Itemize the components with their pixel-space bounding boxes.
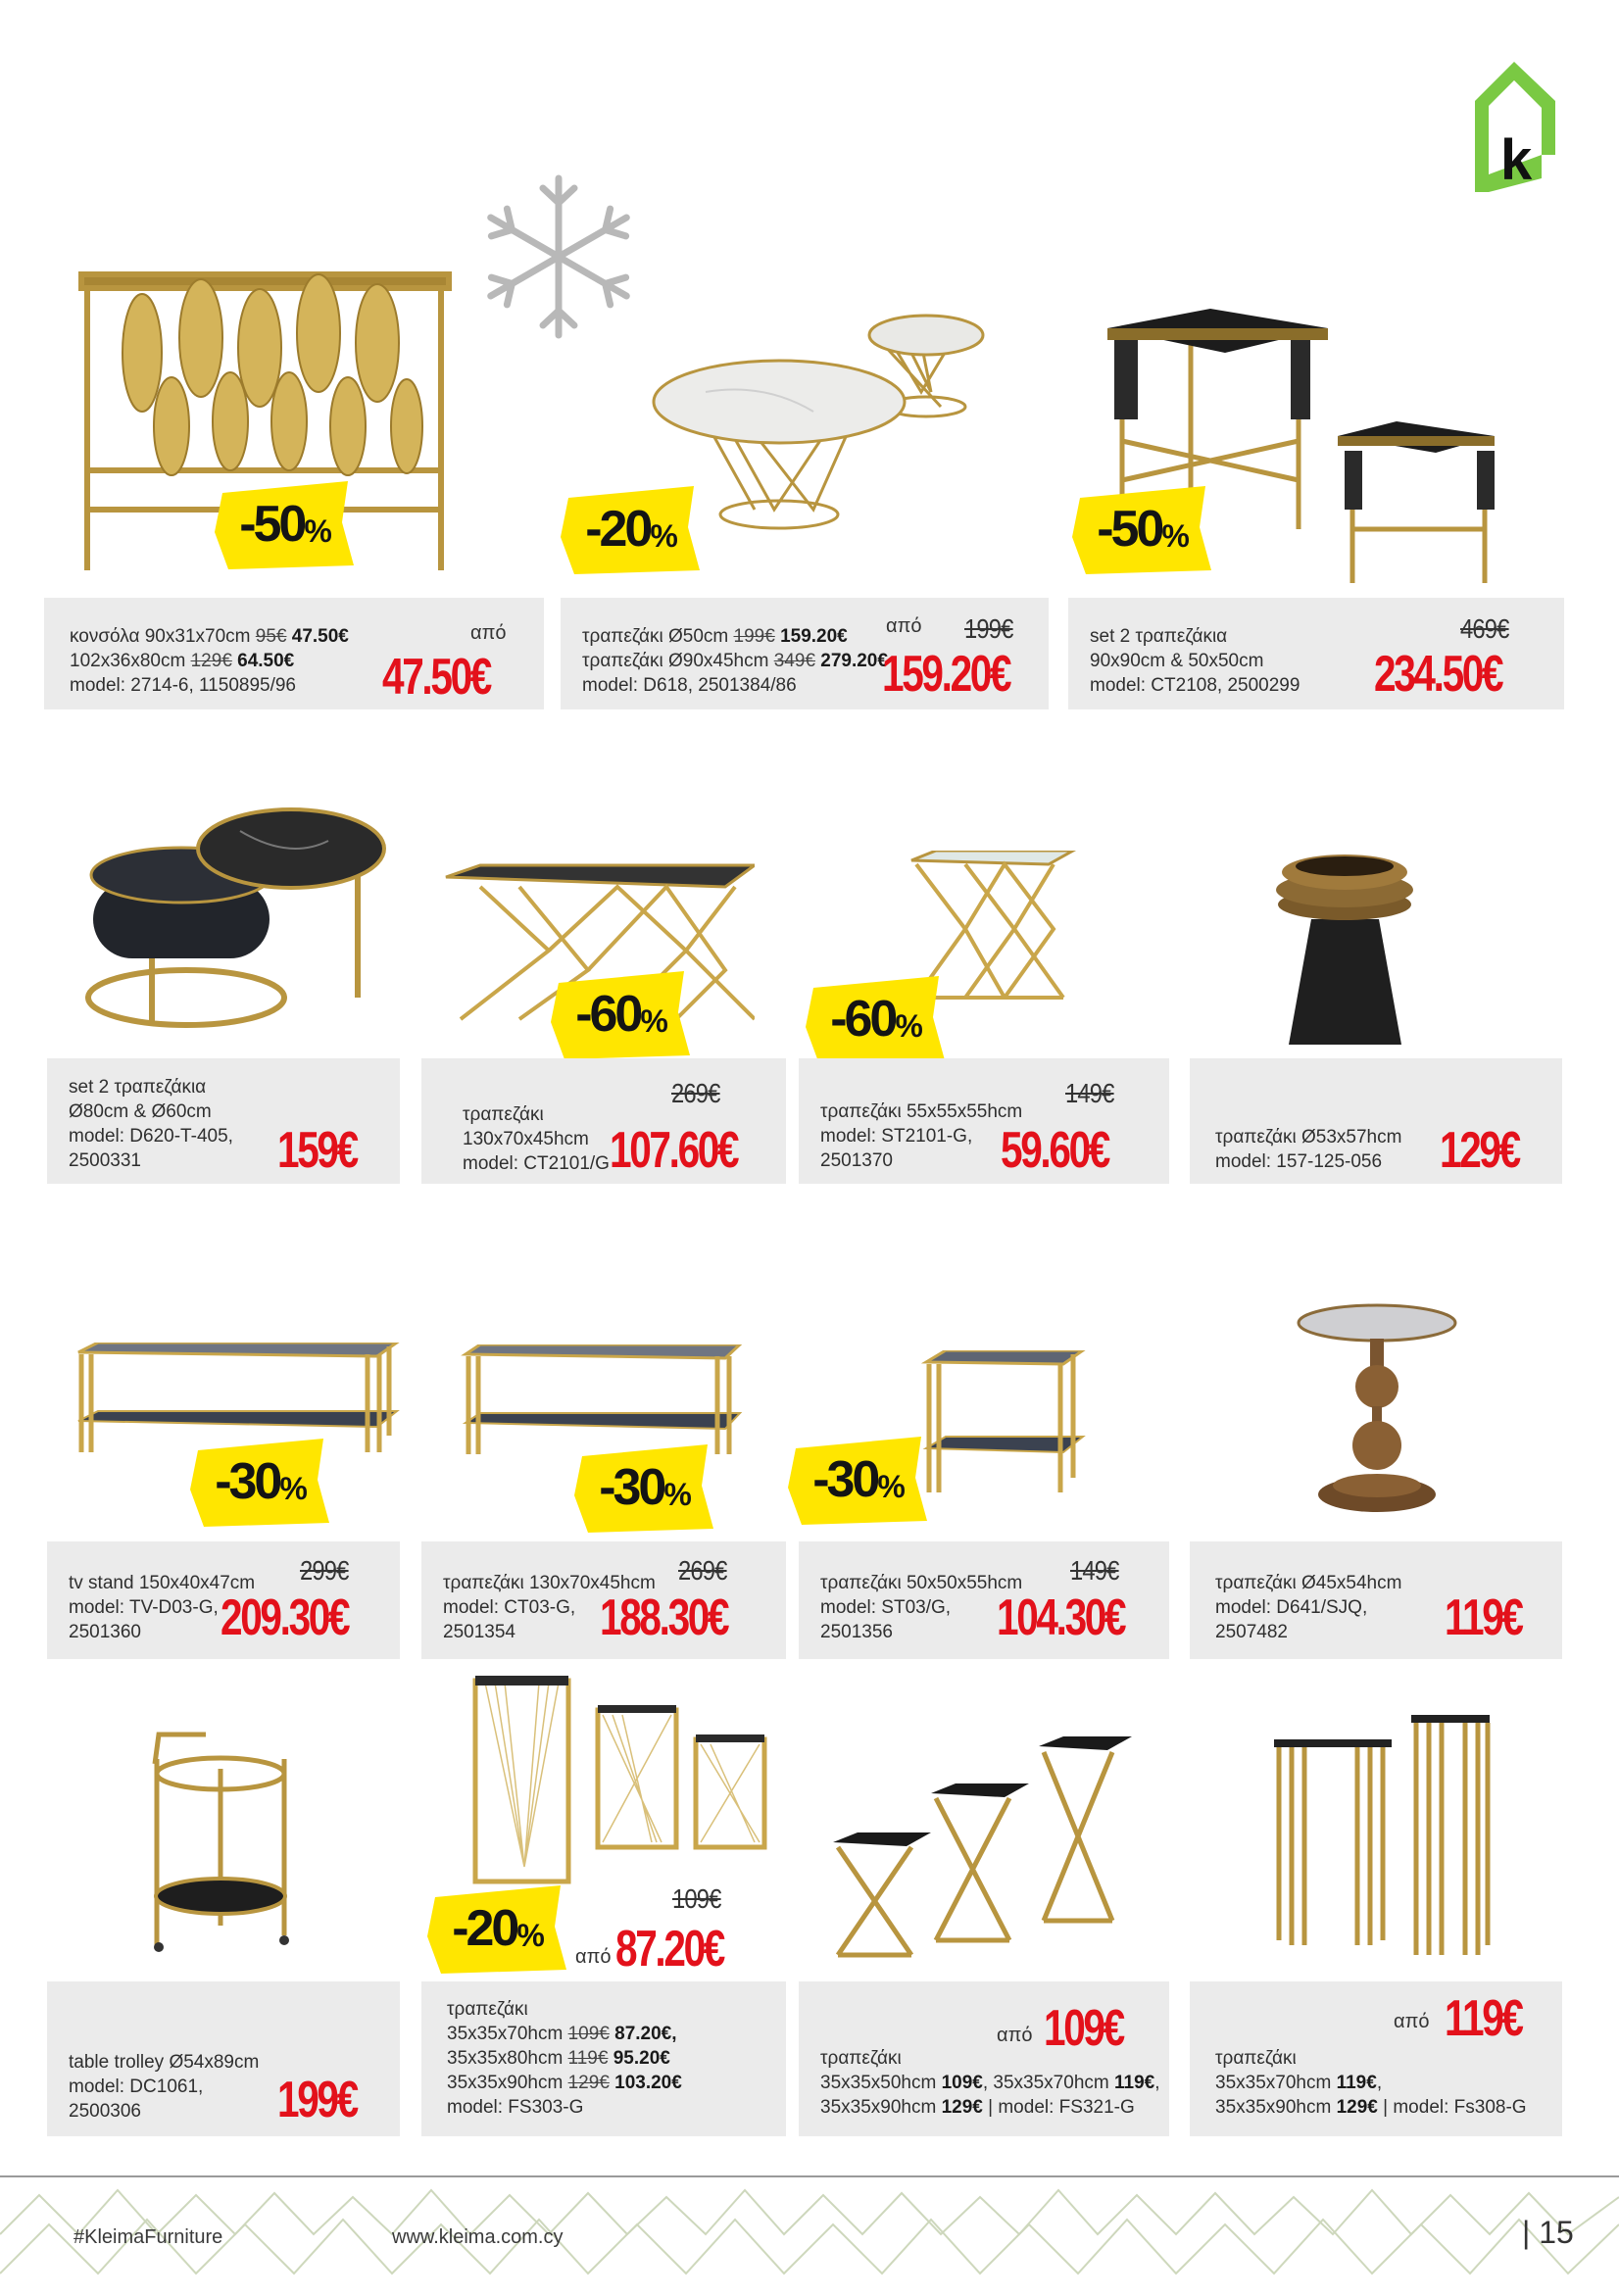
discount-value: -30: [812, 1451, 878, 1508]
product-description: τραπεζάκι Ø53x57hcm model: 157-125-056: [1215, 1127, 1402, 1172]
product-price: 234.50€: [1374, 646, 1502, 703]
product-card[interactable]: [421, 1541, 786, 1659]
product-price: 209.30€: [221, 1589, 349, 1646]
product-price: 199€: [277, 2072, 357, 2128]
product-price: 104.30€: [997, 1589, 1125, 1646]
product-price: 119€: [1445, 1990, 1522, 2047]
old-price: 269€: [671, 1078, 720, 1108]
discount-badge: [802, 970, 949, 1068]
discount-badge: [547, 965, 694, 1063]
product-card[interactable]: [799, 1058, 1169, 1184]
product-price: 119€: [1445, 1589, 1522, 1646]
product-description: τραπεζάκι Ø50cm 199€ 159.20€ τραπεζάκι Ø90x45hcm 349€ 279.20€ model: D618, 2501384/86: [582, 626, 888, 696]
bronze-pedestal-table-image: [1294, 1303, 1460, 1524]
footer-divider: [0, 2175, 1619, 2177]
old-price: 199€: [964, 613, 1013, 644]
percent-sign: %: [304, 513, 329, 549]
brand-logo: [1465, 57, 1563, 202]
product-description: set 2 τραπεζάκια 90x90cm & 50x50cm model: CT2108, 2500299: [1090, 626, 1300, 696]
product-description: set 2 τραπεζάκια Ø80cm & Ø60cm model: D620-T-405, 2500331: [69, 1077, 233, 1171]
footer: [0, 2175, 1619, 2291]
percent-sign: %: [1161, 517, 1187, 554]
discount-badge: [211, 475, 358, 573]
discount-value: -50: [1097, 501, 1162, 558]
old-price: 269€: [678, 1555, 727, 1586]
plant-stands-image: [466, 1671, 779, 1891]
old-price: 109€: [672, 1883, 721, 1914]
product-card[interactable]: [47, 1541, 400, 1659]
product-price: 59.60€: [1001, 1122, 1109, 1179]
percent-sign: %: [650, 517, 675, 554]
snowflake-decoration: [485, 167, 632, 353]
product-description: τραπεζάκι 35x35x50hcm 109€, 35x35x70hcm 119€, 35x35x90hcm 129€ | model: FS321-G: [820, 2048, 1160, 2118]
discount-badge: [557, 480, 704, 578]
old-price: 149€: [1065, 1078, 1114, 1108]
product-card[interactable]: [47, 1981, 400, 2136]
discount-value: -60: [575, 986, 641, 1043]
from-label: από: [886, 615, 922, 637]
product-description: τραπεζάκι 50x50x55hcm model: ST03/G, 2501356: [820, 1573, 1023, 1642]
from-label: από: [575, 1946, 612, 1968]
product-description: τραπεζάκι 35x35x70hcm 109€ 87.20€, 35x35x80hcm 119€ 95.20€ 35x35x90hcm 129€ 103.20€ model: FS303-G: [447, 1999, 682, 2118]
discount-badge: [784, 1431, 931, 1529]
pine-garland-decoration: [0, 2175, 1619, 2291]
product-price: 107.60€: [610, 1122, 738, 1179]
logo-letter: k: [1500, 128, 1533, 192]
from-label: από: [997, 2025, 1033, 2046]
from-label: από: [470, 622, 507, 644]
product-card[interactable]: [561, 598, 1049, 709]
table-trolley-image: [147, 1730, 294, 1960]
percent-sign: %: [640, 1002, 665, 1039]
product-description: tv stand 150x40x47cm model: TV-D03-G, 2501360: [69, 1573, 256, 1642]
percent-sign: %: [516, 1917, 542, 1953]
percent-sign: %: [877, 1468, 903, 1504]
product-description: τραπεζάκι 55x55x55hcm model: ST2101-G, 2501370: [820, 1101, 1023, 1171]
x-plant-stands-image: [833, 1734, 1137, 1970]
product-card[interactable]: [44, 598, 544, 709]
percent-sign: %: [895, 1007, 920, 1044]
discount-badge: [423, 1880, 570, 1978]
product-description: τραπεζάκι Ø45x54hcm model: D641/SJQ, 2507482: [1215, 1573, 1402, 1642]
product-description: τραπεζάκι 130x70x45hcm model: CT03-G, 2501354: [443, 1573, 656, 1642]
discount-value: -30: [599, 1459, 664, 1516]
product-card[interactable]: [799, 1541, 1169, 1659]
product-price: 87.20€: [615, 1921, 724, 1978]
pedestal-side-table-image: [1274, 851, 1416, 1051]
from-label: από: [1394, 2011, 1430, 2032]
product-card[interactable]: [421, 1981, 786, 2136]
product-card[interactable]: [799, 1981, 1169, 2136]
product-price: 159.20€: [882, 646, 1010, 703]
product-description: τραπεζάκι 130x70x45hcm model: CT2101/G: [463, 1104, 610, 1174]
product-price: 159€: [277, 1122, 357, 1179]
product-card[interactable]: [1190, 1981, 1562, 2136]
old-price: 149€: [1070, 1555, 1119, 1586]
page-number: | 15: [1522, 2215, 1574, 2250]
product-description: τραπεζάκι 35x35x70hcm 119€, 35x35x90hcm 129€ | model: Fs308-G: [1215, 2048, 1527, 2118]
percent-sign: %: [663, 1476, 689, 1512]
product-price: 109€: [1044, 2000, 1123, 2057]
product-description: table trolley Ø54x89cm model: DC1061, 2500306: [69, 2052, 260, 2122]
product-card[interactable]: [1190, 1541, 1562, 1659]
old-price: 299€: [300, 1555, 349, 1586]
discount-badge: [570, 1439, 717, 1537]
nesting-tables-image: [83, 802, 387, 1042]
product-description: κονσόλα 90x31x70cm 95€ 47.50€ 102x36x80cm 129€ 64.50€ model: 2714-6, 1150895/96: [70, 626, 349, 696]
product-card[interactable]: [421, 1058, 786, 1184]
discount-value: -30: [215, 1453, 280, 1510]
discount-value: -20: [585, 501, 651, 558]
product-card[interactable]: [1068, 598, 1564, 709]
discount-value: -20: [452, 1900, 517, 1957]
gold-plant-stands-image: [1264, 1710, 1499, 1960]
discount-value: -50: [239, 496, 305, 553]
product-price: 188.30€: [600, 1589, 728, 1646]
footer-website-link[interactable]: www.kleima.com.cy: [392, 2226, 564, 2248]
product-price: 47.50€: [382, 649, 491, 706]
old-price: 469€: [1460, 613, 1509, 644]
discount-value: -60: [830, 991, 896, 1048]
product-card[interactable]: [47, 1058, 400, 1184]
product-price: 129€: [1440, 1122, 1519, 1179]
discount-badge: [1068, 480, 1215, 578]
footer-hashtag: #KleimaFurniture: [74, 2226, 223, 2248]
square-glass-side-table-image: [921, 1350, 1088, 1502]
product-card[interactable]: [1190, 1058, 1562, 1184]
discount-badge: [186, 1433, 333, 1531]
percent-sign: %: [279, 1470, 305, 1506]
